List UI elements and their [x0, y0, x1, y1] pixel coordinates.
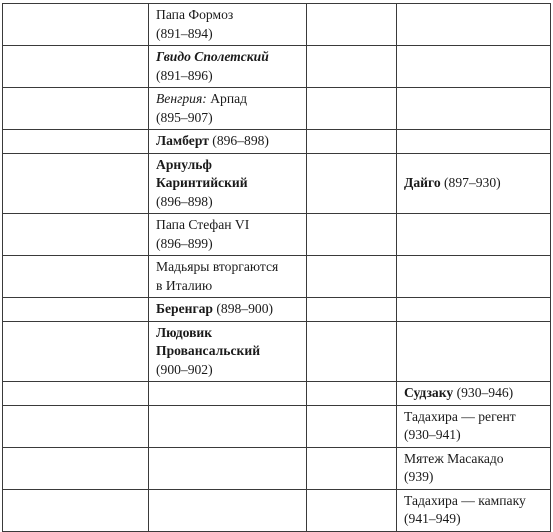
history-chronology-table — [2, 3, 551, 532]
cell-text: (896–899) — [156, 235, 213, 251]
cell-text: Мадьяры вторгаются — [156, 259, 279, 274]
table-cell — [3, 130, 149, 154]
table-cell — [307, 4, 397, 46]
cell-text: в Италию — [156, 277, 213, 293]
table-cell — [397, 447, 551, 489]
cell-text: Папа Формоз — [156, 7, 234, 22]
cell-text: (941–949) — [404, 511, 461, 526]
cell-text: (896–898) — [208, 133, 269, 148]
cell-text: (891–894) — [156, 25, 213, 41]
table-cell — [149, 153, 307, 214]
table-cell — [3, 298, 149, 322]
table-cell — [307, 153, 397, 214]
table-cell — [3, 256, 149, 298]
table-row — [3, 130, 551, 154]
table-cell — [3, 88, 149, 130]
cell-text: (895–907) — [156, 109, 213, 125]
table-cell — [307, 447, 397, 489]
table-cell — [397, 256, 551, 298]
table-cell — [397, 298, 551, 322]
table-row — [3, 298, 551, 322]
table-cell — [397, 489, 551, 531]
ruler-name: Судзаку — [404, 385, 454, 400]
table-cell — [149, 382, 307, 406]
table-cell — [397, 214, 551, 256]
table-cell — [307, 88, 397, 130]
ruler-name: Арнульф — [156, 156, 212, 172]
table-cell — [307, 214, 397, 256]
cell-text: Тадахира — регент — [404, 408, 516, 424]
table-row — [3, 405, 551, 447]
table-cell — [149, 405, 307, 447]
table-cell — [3, 4, 149, 46]
table-row — [3, 256, 551, 298]
table-cell — [397, 130, 551, 154]
table-row — [3, 214, 551, 256]
table-cell — [307, 405, 397, 447]
region-label: Венгрия: — [156, 91, 207, 106]
table-cell — [397, 405, 551, 447]
table-row — [3, 88, 551, 130]
ruler-name: Провансальский — [156, 343, 261, 358]
ruler-name: Дайго — [404, 175, 441, 190]
table-cell — [149, 489, 307, 531]
table-cell — [149, 256, 307, 298]
table-row — [3, 46, 551, 88]
table-cell — [3, 447, 149, 489]
table-cell — [149, 130, 307, 154]
table-cell — [3, 489, 149, 531]
ruler-name: Арпад — [206, 91, 248, 106]
table-cell — [3, 153, 149, 214]
table-cell — [149, 4, 307, 46]
ruler-name: Ламберт — [156, 133, 209, 148]
table-cell — [149, 321, 307, 382]
table-cell — [307, 256, 397, 298]
cell-text: Тадахира — кампаку — [404, 492, 526, 508]
table-cell — [149, 46, 307, 88]
table-row — [3, 153, 551, 214]
table-cell — [3, 405, 149, 447]
table-cell — [149, 298, 307, 322]
table-row — [3, 382, 551, 406]
table-cell — [307, 298, 397, 322]
table-cell — [397, 321, 551, 382]
table-row — [3, 4, 551, 46]
table-cell — [397, 46, 551, 88]
table-cell — [307, 321, 397, 382]
table-cell — [149, 214, 307, 256]
cell-text: (930–941) — [404, 427, 461, 442]
cell-text: (897–930) — [440, 175, 501, 190]
ruler-name: Гвидо Сполетский — [156, 49, 269, 64]
table-cell — [307, 382, 397, 406]
table-cell — [397, 153, 551, 214]
cell-text: Мятеж Масакадо — [404, 450, 504, 466]
table-cell — [307, 46, 397, 88]
table-cell — [3, 46, 149, 88]
cell-text: (930–946) — [453, 385, 514, 400]
table-cell — [397, 88, 551, 130]
table-cell — [149, 447, 307, 489]
table-cell — [3, 321, 149, 382]
cell-text: (898–900) — [212, 301, 274, 316]
cell-text: Папа Стефан VI — [156, 217, 250, 232]
table-cell — [397, 382, 551, 406]
cell-text: (891–896) — [156, 67, 213, 83]
table-cell — [3, 382, 149, 406]
ruler-name: Беренгар — [156, 301, 213, 316]
cell-text: (896–898) — [156, 193, 213, 209]
table-cell — [149, 88, 307, 130]
table-row — [3, 447, 551, 489]
table-row — [3, 489, 551, 531]
cell-text: (939) — [404, 469, 434, 484]
table-cell — [307, 130, 397, 154]
ruler-name: Каринтийский — [156, 175, 248, 190]
cell-text: (900–902) — [156, 361, 213, 377]
table-row — [3, 321, 551, 382]
table-cell — [397, 4, 551, 46]
table-cell — [307, 489, 397, 531]
ruler-name: Людовик — [156, 324, 213, 340]
table-cell — [3, 214, 149, 256]
